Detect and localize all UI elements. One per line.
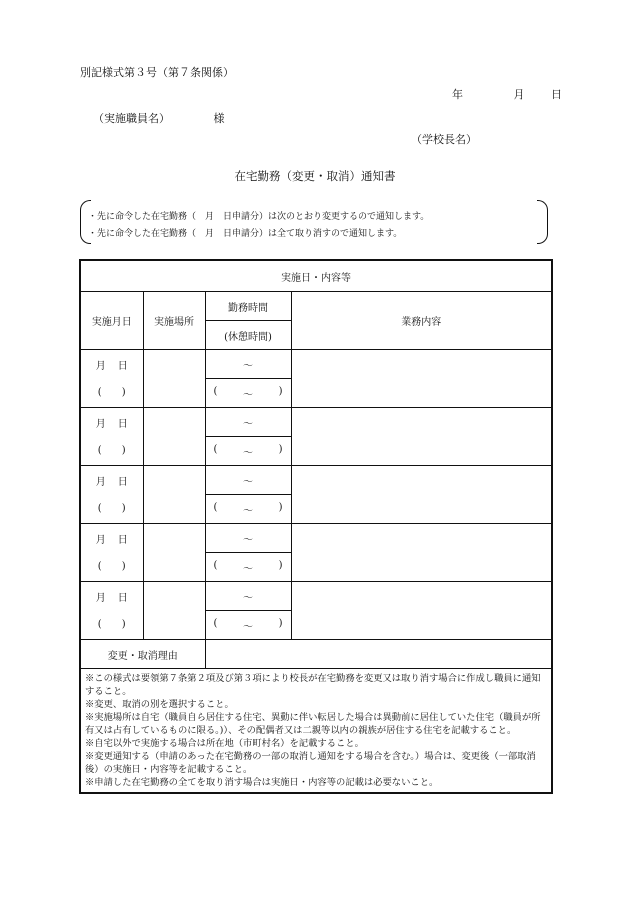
day-label: 日 — [551, 88, 562, 101]
weekday-cell[interactable]: ( ) — [80, 611, 143, 640]
document-title: 在宅勤務（変更・取消）通知書 — [234, 169, 396, 183]
time-cell[interactable]: ～ — [205, 524, 291, 553]
recipient-name: （実施職員名） — [93, 112, 170, 125]
place-cell[interactable] — [143, 408, 205, 466]
content-cell[interactable] — [291, 466, 552, 524]
break-cell[interactable]: ( ～ ) — [205, 495, 291, 524]
note-line: ※自宅以外で実施する場合は所在地（市町村名）を記載すること。 — [85, 738, 364, 749]
col-content-header: 業務内容 — [291, 292, 552, 350]
break-cell[interactable]: ( ～ ) — [205, 611, 291, 640]
col-place-header: 実施場所 — [143, 292, 205, 350]
notes-cell — [80, 669, 552, 794]
date-cell[interactable]: 月 日 — [80, 524, 143, 553]
place-cell[interactable] — [143, 350, 205, 408]
col-date-header: 実施月日 — [80, 292, 143, 350]
reason-label: 変更・取消理由 — [80, 640, 205, 669]
content-cell[interactable] — [291, 582, 552, 640]
time-cell[interactable]: ～ — [205, 582, 291, 611]
weekday-cell[interactable]: ( ) — [80, 553, 143, 582]
break-cell[interactable]: ( ～ ) — [205, 437, 291, 466]
note-line: ※変更、取消の別を選択すること。 — [85, 699, 234, 710]
year-label: 年 — [452, 88, 463, 101]
break-cell[interactable]: ( ～ ) — [205, 553, 291, 582]
place-cell[interactable] — [143, 524, 205, 582]
place-cell[interactable] — [143, 466, 205, 524]
honorific: 様 — [213, 112, 225, 125]
note-line: ※変更通知する（申請のあった在宅勤務の一部の取消し通知をする場合を含む。）場合は、変更後（一部取消後）の実施日・内容等を記載すること。 — [85, 751, 536, 775]
time-cell[interactable]: ～ — [205, 350, 291, 379]
note-line: ※実施場所は自宅（職員自ら居住する住宅、異動に伴い転居した場合は異動前に居住していた住宅（職員が所有又は占有しているものに限る。)）、その配偶者又は二親等以内の親族が居住する住宅を記載すること。 — [85, 712, 541, 736]
notice-options — [80, 200, 548, 244]
weekday-cell[interactable]: ( ) — [80, 495, 143, 524]
date-cell[interactable]: 月 日 — [80, 582, 143, 611]
col-time-header: 勤務時間 — [205, 292, 291, 321]
weekday-cell[interactable]: ( ) — [80, 437, 143, 466]
form-number: 別記様式第３号（第７条関係） — [80, 66, 234, 79]
entry-row — [80, 408, 552, 437]
content-cell[interactable] — [291, 350, 552, 408]
date-line — [452, 86, 562, 102]
entry-row — [80, 466, 552, 495]
break-cell[interactable]: ( ～ ) — [205, 379, 291, 408]
note-line: ※この様式は要領第７条第２項及び第３項により校長が在宅勤務を変更又は取り消す場合に作成し職員に通知すること。 — [85, 673, 541, 697]
content-cell[interactable] — [291, 524, 552, 582]
date-cell[interactable]: 月 日 — [80, 408, 143, 437]
option-change: ・先に命令した在宅勤務（ 月 日申請分）は次のとおり変更するので通知します。 — [88, 212, 430, 222]
entry-row — [80, 350, 552, 379]
schedule-table — [79, 259, 553, 794]
right-bracket — [537, 200, 548, 244]
recipient-line — [93, 110, 225, 126]
section-header: 実施日・内容等 — [80, 260, 552, 292]
date-cell[interactable]: 月 日 — [80, 466, 143, 495]
entry-row — [80, 524, 552, 553]
reason-input[interactable] — [205, 640, 552, 669]
place-cell[interactable] — [143, 582, 205, 640]
option-cancel: ・先に命令した在宅勤務（ 月 日申請分）は全て取り消すので通知します。 — [88, 229, 403, 239]
entry-row — [80, 582, 552, 611]
time-cell[interactable]: ～ — [205, 408, 291, 437]
weekday-cell[interactable]: ( ) — [80, 379, 143, 408]
col-break-header: (休憩時間) — [205, 321, 291, 350]
principal-name: （学校長名） — [411, 133, 477, 146]
note-line: ※申請した在宅勤務の全てを取り消す場合は実施日・内容等の記載は必要ないこと。 — [85, 777, 439, 788]
month-label: 月 — [513, 88, 525, 101]
date-cell[interactable]: 月 日 — [80, 350, 143, 379]
content-cell[interactable] — [291, 408, 552, 466]
time-cell[interactable]: ～ — [205, 466, 291, 495]
